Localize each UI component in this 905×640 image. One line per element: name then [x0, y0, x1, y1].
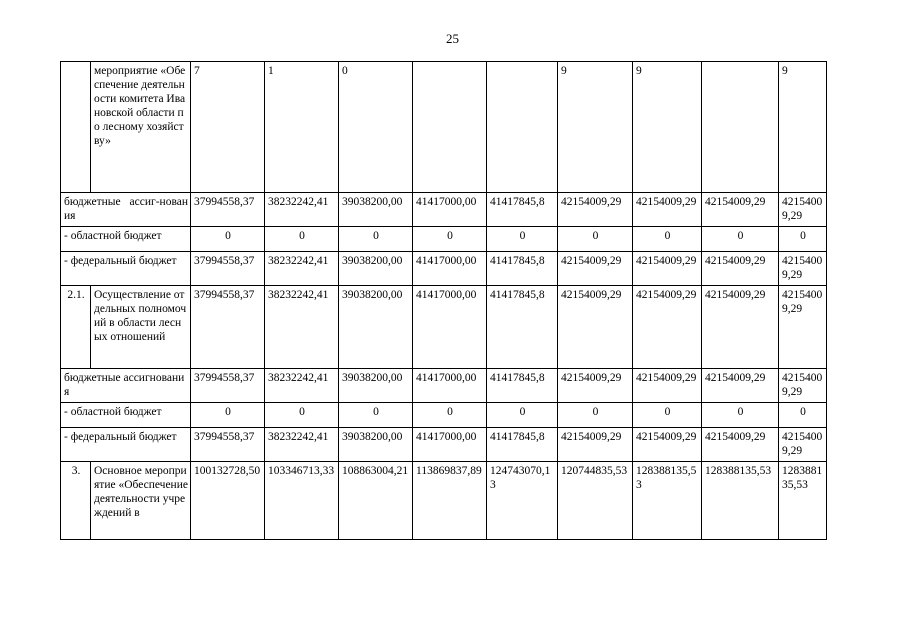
- value-cell: 9: [633, 62, 702, 193]
- value-cell: 0: [487, 227, 558, 252]
- table-row: [61, 403, 827, 428]
- table-body: [61, 62, 827, 540]
- value-cell: 7: [191, 62, 265, 193]
- value-cell: 0: [191, 227, 265, 252]
- value-cell: 1: [265, 62, 339, 193]
- value-cell: 0: [339, 403, 413, 428]
- value-cell: 42154009,29: [558, 428, 633, 462]
- value-cell: 37994558,37: [191, 286, 265, 369]
- row-label-cell: Осуществление отдельных полномочий в области лесных отношений: [91, 286, 191, 369]
- row-label-cell: Основное мероприятие «Обеспечение деятельности учреждений в: [91, 462, 191, 540]
- value-cell: 9: [558, 62, 633, 193]
- value-cell: 41417845,8: [487, 428, 558, 462]
- value-cell: 100132728,50: [191, 462, 265, 540]
- row-index-cell: 2.1.: [61, 286, 91, 369]
- value-cell: 38232242,41: [265, 286, 339, 369]
- value-cell: 113869837,89: [413, 462, 487, 540]
- value-cell: 37994558,37: [191, 369, 265, 403]
- value-cell: 41417845,8: [487, 252, 558, 286]
- table-row: [61, 227, 827, 252]
- table-row: [61, 252, 827, 286]
- row-label-cell: бюджетные ассиг-нования: [61, 193, 191, 227]
- value-cell: 42154009,29: [558, 369, 633, 403]
- row-label-cell: - федеральный бюджет: [61, 428, 191, 462]
- value-cell: 38232242,41: [265, 369, 339, 403]
- value-cell: 124743070,13: [487, 462, 558, 540]
- row-index-cell: [61, 62, 91, 193]
- value-cell: 41417000,00: [413, 428, 487, 462]
- row-label-cell: мероприятие «Обеспечение деятельности комитета Ивановской области по лесному хозяйству»: [91, 62, 191, 193]
- table-row: [61, 62, 827, 193]
- row-label-cell: - федеральный бюджет: [61, 252, 191, 286]
- value-cell: 0: [779, 227, 827, 252]
- page-number: 25: [446, 31, 459, 46]
- value-cell: 0: [413, 227, 487, 252]
- value-cell: 41417845,8: [487, 369, 558, 403]
- value-cell: 37994558,37: [191, 252, 265, 286]
- value-cell: 103346713,33: [265, 462, 339, 540]
- table-row: [61, 428, 827, 462]
- row-label-cell: бюджетные ассигнования: [61, 369, 191, 403]
- value-cell: 0: [702, 227, 779, 252]
- value-cell: 39038200,00: [339, 286, 413, 369]
- value-cell: 38232242,41: [265, 252, 339, 286]
- value-cell: 42154009,29: [702, 286, 779, 369]
- value-cell: 0: [339, 227, 413, 252]
- value-cell: 0: [702, 403, 779, 428]
- value-cell: 42154009,29: [702, 193, 779, 227]
- value-cell: 39038200,00: [339, 252, 413, 286]
- value-cell: 0: [779, 403, 827, 428]
- value-cell: 41417000,00: [413, 193, 487, 227]
- value-cell: 42154009,29: [702, 252, 779, 286]
- value-cell: 128388135,53: [633, 462, 702, 540]
- table-row: [61, 286, 827, 369]
- value-cell: 120744835,53: [558, 462, 633, 540]
- value-cell: 39038200,00: [339, 428, 413, 462]
- value-cell: 38232242,41: [265, 193, 339, 227]
- value-cell: 42154009,29: [779, 428, 827, 462]
- value-cell: 42154009,29: [558, 193, 633, 227]
- value-cell: 0: [265, 227, 339, 252]
- value-cell: 42154009,29: [779, 286, 827, 369]
- value-cell: 42154009,29: [558, 286, 633, 369]
- value-cell: 0: [633, 227, 702, 252]
- value-cell: 41417000,00: [413, 286, 487, 369]
- value-cell: [413, 62, 487, 193]
- value-cell: 128388135,53: [779, 462, 827, 540]
- value-cell: 42154009,29: [779, 193, 827, 227]
- value-cell: 42154009,29: [633, 369, 702, 403]
- value-cell: 41417000,00: [413, 369, 487, 403]
- value-cell: 39038200,00: [339, 193, 413, 227]
- value-cell: 38232242,41: [265, 428, 339, 462]
- table-row: [61, 193, 827, 227]
- value-cell: 41417845,8: [487, 193, 558, 227]
- value-cell: 37994558,37: [191, 193, 265, 227]
- value-cell: 42154009,29: [633, 428, 702, 462]
- value-cell: 42154009,29: [633, 193, 702, 227]
- value-cell: 42154009,29: [779, 252, 827, 286]
- value-cell: 42154009,29: [702, 369, 779, 403]
- value-cell: 42154009,29: [633, 252, 702, 286]
- row-index-cell: 3.: [61, 462, 91, 540]
- row-label-cell: - областной бюджет: [61, 227, 191, 252]
- value-cell: 42154009,29: [779, 369, 827, 403]
- value-cell: 108863004,21: [339, 462, 413, 540]
- table-row: [61, 462, 827, 540]
- value-cell: 0: [558, 227, 633, 252]
- value-cell: 128388135,53: [702, 462, 779, 540]
- value-cell: 9: [779, 62, 827, 193]
- value-cell: 0: [558, 403, 633, 428]
- budget-table: [60, 61, 827, 540]
- value-cell: 41417000,00: [413, 252, 487, 286]
- row-label-cell: - областной бюджет: [61, 403, 191, 428]
- value-cell: 0: [265, 403, 339, 428]
- value-cell: 42154009,29: [558, 252, 633, 286]
- value-cell: 0: [191, 403, 265, 428]
- value-cell: 41417845,8: [487, 286, 558, 369]
- value-cell: [487, 62, 558, 193]
- value-cell: 0: [413, 403, 487, 428]
- value-cell: 0: [487, 403, 558, 428]
- value-cell: 42154009,29: [702, 428, 779, 462]
- value-cell: 42154009,29: [633, 286, 702, 369]
- value-cell: 37994558,37: [191, 428, 265, 462]
- value-cell: 0: [633, 403, 702, 428]
- value-cell: [702, 62, 779, 193]
- value-cell: 0: [339, 62, 413, 193]
- value-cell: 39038200,00: [339, 369, 413, 403]
- table-row: [61, 369, 827, 403]
